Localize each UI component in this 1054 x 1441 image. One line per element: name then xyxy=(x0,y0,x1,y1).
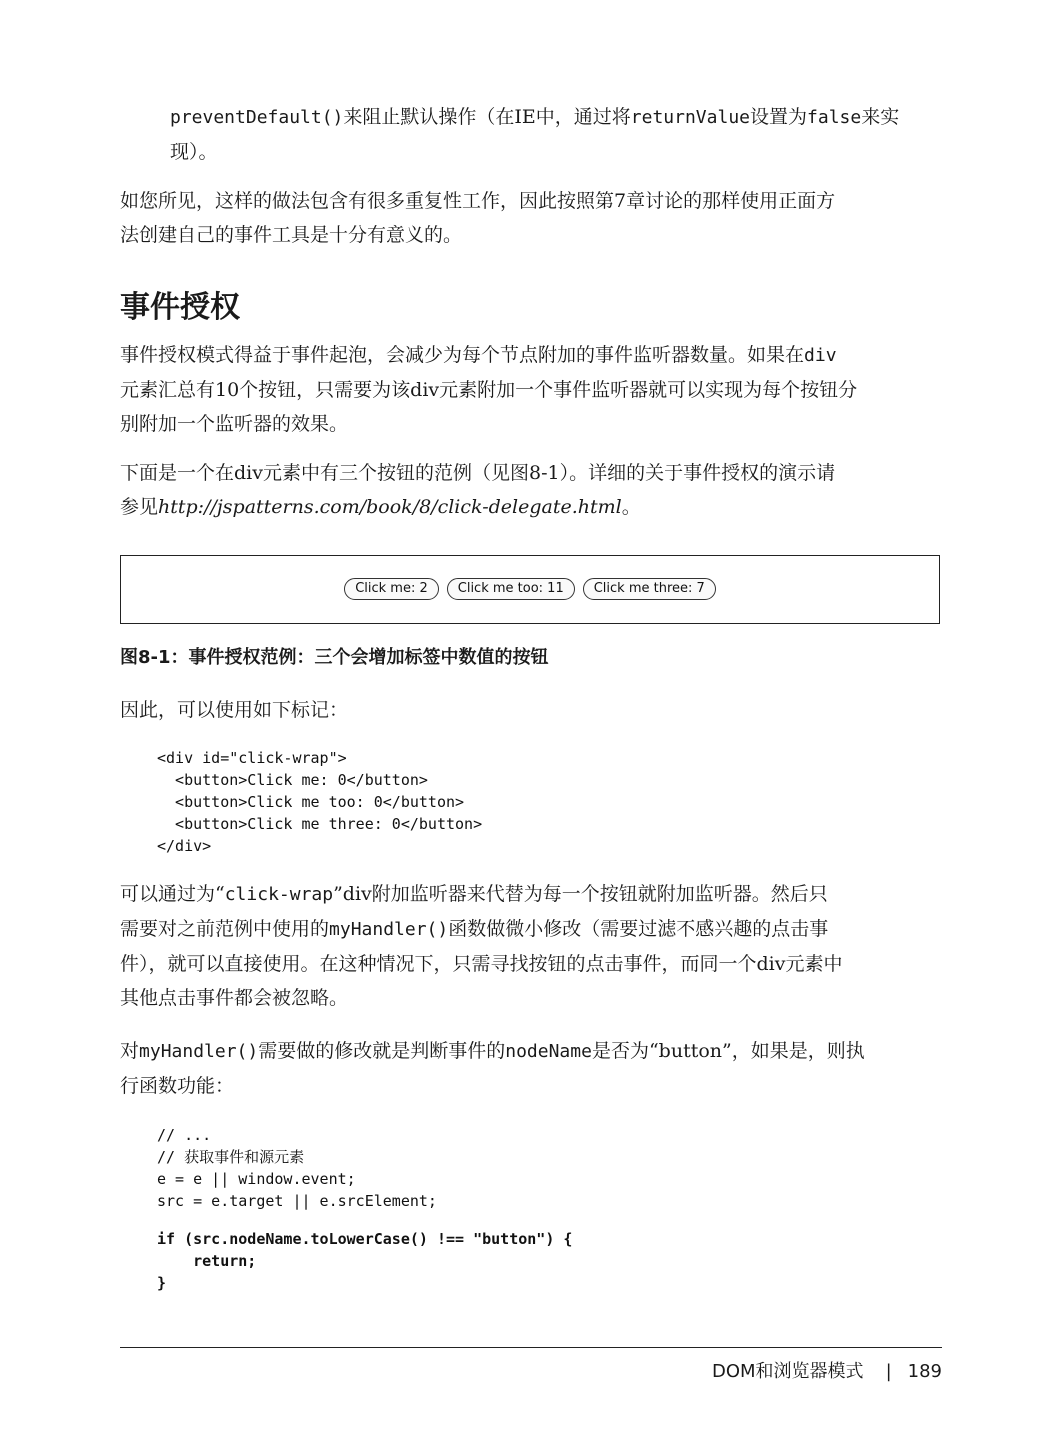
text: 对 xyxy=(120,1040,140,1062)
code-prevent-default: preventDefault() xyxy=(170,107,344,128)
code-line: <button>Click me three: 0</button> xyxy=(157,815,483,833)
code-line: <div id="click-wrap"> xyxy=(157,749,347,767)
text: 设置为 xyxy=(750,106,808,128)
code-line: <button>Click me too: 0</button> xyxy=(157,793,465,811)
code-spacer xyxy=(157,1212,572,1228)
code-line: </div> xyxy=(157,837,212,855)
code-block-handler xyxy=(157,1124,572,1294)
paragraph-click-wrap xyxy=(120,877,942,1015)
code-div: div xyxy=(804,345,837,366)
text: 是否为“button”，如果是，则执 xyxy=(591,1040,865,1062)
code-my-handler: myHandler() xyxy=(139,1041,259,1062)
footer-rule xyxy=(120,1347,942,1348)
paragraph-example-ref xyxy=(120,456,942,524)
para2-line-1 xyxy=(120,338,942,373)
code-line: // ... xyxy=(157,1126,212,1144)
paragraph-repetition xyxy=(120,184,942,252)
para5-line-2 xyxy=(120,912,942,947)
code-line: } xyxy=(157,1274,167,1292)
page-number: 189 xyxy=(907,1361,942,1382)
text: 可以通过为“ xyxy=(120,883,225,905)
para1-line-2: 法创建自己的事件工具是十分有意义的。 xyxy=(120,224,463,246)
para6-line-2: 行函数功能： xyxy=(120,1075,235,1097)
code-line: if (src.nodeName.toLowerCase() !== "button") { xyxy=(157,1230,573,1248)
text: 来实 xyxy=(861,106,900,128)
code-node-name: nodeName xyxy=(505,1041,592,1062)
code-line: return; xyxy=(157,1252,257,1270)
para6-line-1 xyxy=(120,1034,942,1069)
para5-line-1 xyxy=(120,877,942,912)
button-row xyxy=(121,578,939,600)
footer-separator: | xyxy=(885,1361,892,1382)
text: 需要做的修改就是判断事件的 xyxy=(258,1040,506,1062)
footer-section-title: DOM和浏览器模式 xyxy=(712,1361,864,1382)
click-me-button[interactable]: Click me: 2 xyxy=(344,578,439,600)
text: 来阻止默认操作（在IE中，通过将 xyxy=(343,106,631,128)
intro-bullet-text xyxy=(170,100,942,169)
code-block-markup xyxy=(157,747,482,857)
figure-caption: 图8-1：事件授权范例：三个会增加标签中数值的按钮 xyxy=(120,647,549,668)
paragraph-delegation-intro xyxy=(120,338,942,441)
code-click-wrap: click-wrap xyxy=(224,884,334,905)
code-return-value: returnValue xyxy=(630,107,750,128)
text: 。 xyxy=(621,496,641,518)
text: 需要对之前范例中使用的 xyxy=(120,918,330,940)
text: 事件授权模式得益于事件起泡，会减少为每个节点附加的事件监听器数量。如果在 xyxy=(120,344,805,366)
section-heading: 事件授权 xyxy=(120,290,240,325)
paragraph-markup-intro xyxy=(120,693,942,727)
para2-line-3: 别附加一个监听器的效果。 xyxy=(120,413,349,435)
code-line: e = e || window.event; xyxy=(157,1170,356,1188)
text: 函数做微小修改（需要过滤不感兴趣的点击事 xyxy=(448,918,829,940)
code-line: <button>Click me: 0</button> xyxy=(157,771,428,789)
page-footer xyxy=(712,1357,942,1387)
para1-line-1: 如您所见，这样的做法包含有很多重复性工作，因此按照第7章讨论的那样使用正面方 xyxy=(120,190,836,212)
code-my-handler: myHandler() xyxy=(329,919,449,940)
para3-line-1: 下面是一个在div元素中有三个按钮的范例（见图8-1）。详细的关于事件授权的演示请 xyxy=(120,462,836,484)
text: ”div附加监听器来代替为每一个按钮就附加监听器。然后只 xyxy=(333,883,828,905)
code-line: src = e.target || e.srcElement; xyxy=(157,1192,437,1210)
intro-line-1 xyxy=(170,100,942,135)
para2-line-2: 元素汇总有10个按钮，只需要为该div元素附加一个事件监听器就可以实现为每个按钮分 xyxy=(120,379,858,401)
figure-8-1 xyxy=(120,555,940,624)
para3-line-2 xyxy=(120,490,942,524)
para4-line-1: 因此，可以使用如下标记： xyxy=(120,699,349,721)
para5-line-4: 其他点击事件都会被忽略。 xyxy=(120,987,349,1009)
code-line: // 获取事件和源元素 xyxy=(157,1148,305,1166)
text: 参见 xyxy=(120,496,159,518)
click-me-three-button[interactable]: Click me three: 7 xyxy=(583,578,716,600)
demo-link[interactable]: http://jspatterns.com/book/8/click-delegate.html xyxy=(158,496,622,518)
click-me-too-button[interactable]: Click me too: 11 xyxy=(447,578,575,600)
para5-line-3: 件），就可以直接使用。在这种情况下，只需寻找按钮的点击事件，而同一个div元素中 xyxy=(120,953,843,975)
code-false: false xyxy=(807,107,862,128)
intro-line-2: 现）。 xyxy=(170,141,218,163)
paragraph-handler-change xyxy=(120,1034,942,1103)
